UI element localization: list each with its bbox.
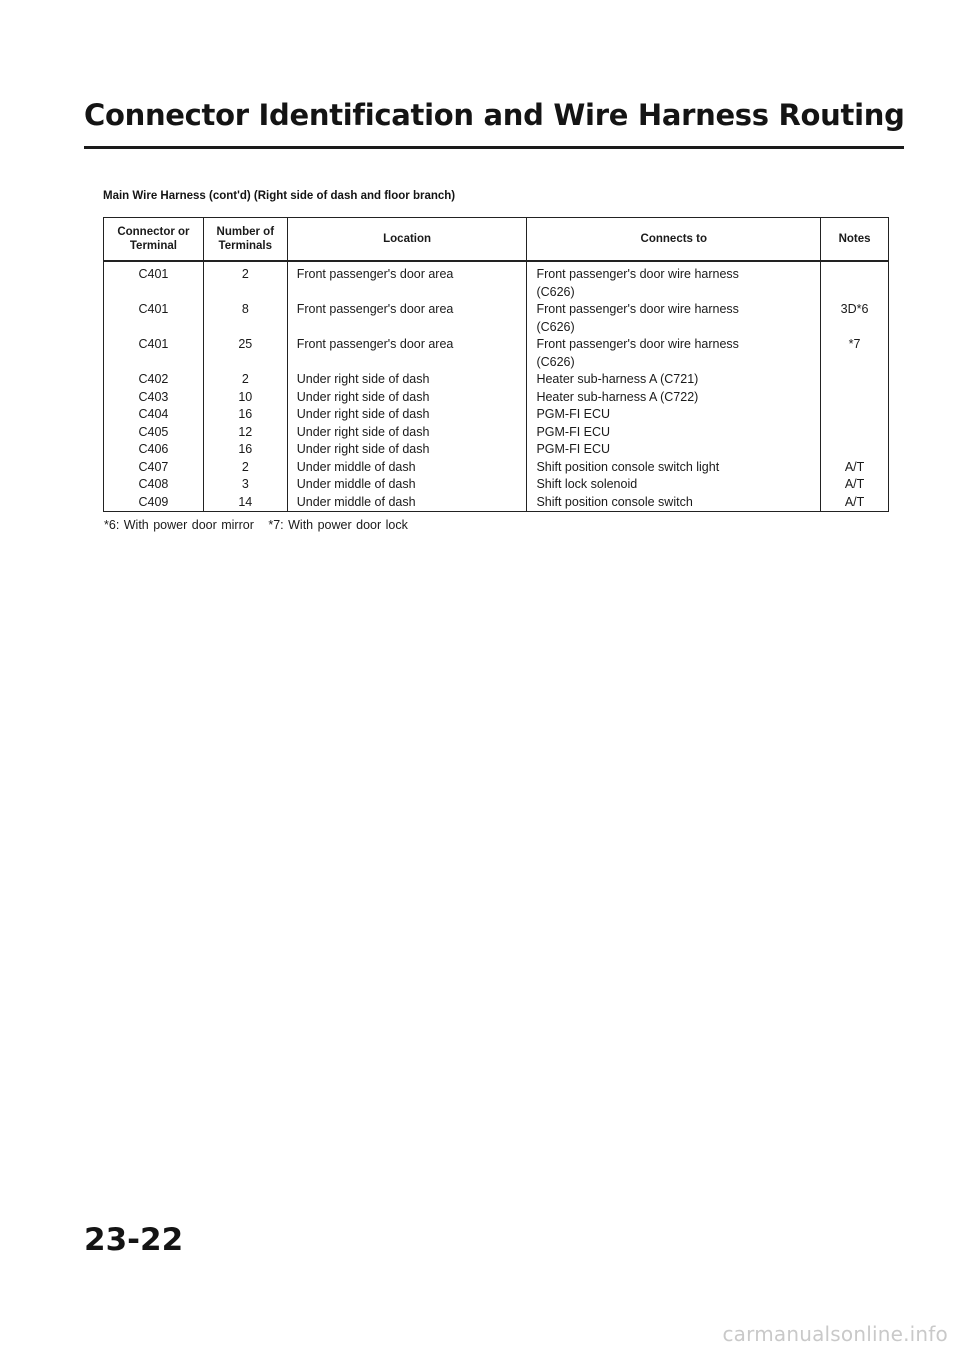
cell-location: Front passenger's door area: [287, 336, 527, 354]
cell-notes: [821, 319, 889, 337]
cell-connector: [104, 284, 204, 302]
cell-connector: C401: [104, 301, 204, 319]
cell-connects-to: Front passenger's door wire harness: [527, 261, 821, 284]
table-row: [104, 319, 889, 337]
cell-connects-to: Front passenger's door wire harness: [527, 301, 821, 319]
table-row: [104, 476, 889, 494]
cell-location: Under right side of dash: [287, 389, 527, 407]
cell-notes: A/T: [821, 459, 889, 477]
cell-terminals: 16: [203, 441, 287, 459]
cell-notes: [821, 406, 889, 424]
table-row: [104, 424, 889, 442]
title-divider: [84, 146, 904, 149]
footnote-7: *7: With power door lock: [268, 518, 408, 532]
page-number: 23-22: [84, 1222, 184, 1258]
table-row: [104, 494, 889, 512]
cell-connects-to: Front passenger's door wire harness: [527, 336, 821, 354]
cell-connects-to: Shift lock solenoid: [527, 476, 821, 494]
cell-notes: [821, 389, 889, 407]
table-row: [104, 406, 889, 424]
cell-location: Under right side of dash: [287, 441, 527, 459]
cell-location: Under middle of dash: [287, 476, 527, 494]
footnote-6: *6: With power door mirror: [104, 518, 254, 532]
cell-terminals: 2: [203, 459, 287, 477]
cell-connector: C407: [104, 459, 204, 477]
watermark: carmanualsonline.info: [722, 1322, 948, 1346]
cell-connector: C405: [104, 424, 204, 442]
table-row: [104, 284, 889, 302]
cell-location: Under middle of dash: [287, 494, 527, 512]
cell-connector: C403: [104, 389, 204, 407]
cell-terminals: 2: [203, 371, 287, 389]
cell-location: Under middle of dash: [287, 459, 527, 477]
cell-location: Under right side of dash: [287, 424, 527, 442]
cell-connector: C408: [104, 476, 204, 494]
cell-terminals: 2: [203, 261, 287, 284]
cell-notes: [821, 354, 889, 372]
cell-connector: C401: [104, 261, 204, 284]
cell-connector: C401: [104, 336, 204, 354]
cell-connector: [104, 354, 204, 372]
cell-terminals: 16: [203, 406, 287, 424]
cell-location: Under right side of dash: [287, 371, 527, 389]
cell-connects-to: (C626): [527, 284, 821, 302]
table-row: [104, 441, 889, 459]
cell-terminals: [203, 354, 287, 372]
cell-notes: A/T: [821, 476, 889, 494]
cell-location: Front passenger's door area: [287, 261, 527, 284]
cell-location: Under right side of dash: [287, 406, 527, 424]
table-row: [104, 354, 889, 372]
cell-connector: C404: [104, 406, 204, 424]
cell-notes: 3D*6: [821, 301, 889, 319]
cell-notes: [821, 284, 889, 302]
cell-terminals: 3: [203, 476, 287, 494]
cell-connects-to: Heater sub-harness A (C722): [527, 389, 821, 407]
cell-connects-to: (C626): [527, 319, 821, 337]
cell-terminals: 25: [203, 336, 287, 354]
col-header-connects-to: Connects to: [527, 218, 821, 262]
cell-notes: [821, 261, 889, 284]
cell-connects-to: PGM-FI ECU: [527, 406, 821, 424]
cell-terminals: 10: [203, 389, 287, 407]
cell-notes: [821, 371, 889, 389]
table-row: [104, 261, 889, 284]
cell-connector: C402: [104, 371, 204, 389]
table-header-row: [104, 218, 889, 262]
footnotes: [104, 518, 408, 532]
cell-notes: [821, 424, 889, 442]
cell-connector: [104, 319, 204, 337]
table-row: [104, 336, 889, 354]
table-row: [104, 301, 889, 319]
cell-connector: C406: [104, 441, 204, 459]
cell-connects-to: PGM-FI ECU: [527, 424, 821, 442]
cell-location: Front passenger's door area: [287, 301, 527, 319]
cell-terminals: [203, 319, 287, 337]
cell-connects-to: PGM-FI ECU: [527, 441, 821, 459]
cell-connects-to: Shift position console switch light: [527, 459, 821, 477]
cell-connects-to: Shift position console switch: [527, 494, 821, 512]
cell-terminals: 8: [203, 301, 287, 319]
col-header-notes: Notes: [821, 218, 889, 262]
col-header-terminals: Number of Terminals: [203, 218, 287, 262]
cell-connects-to: Heater sub-harness A (C721): [527, 371, 821, 389]
page-title: Connector Identification and Wire Harness Routing: [84, 98, 905, 132]
connector-table: [103, 217, 889, 512]
table-row: [104, 459, 889, 477]
cell-terminals: [203, 284, 287, 302]
cell-terminals: 14: [203, 494, 287, 512]
cell-location: [287, 319, 527, 337]
cell-terminals: 12: [203, 424, 287, 442]
cell-notes: *7: [821, 336, 889, 354]
cell-notes: [821, 441, 889, 459]
table-row: [104, 389, 889, 407]
cell-notes: A/T: [821, 494, 889, 512]
cell-location: [287, 354, 527, 372]
cell-location: [287, 284, 527, 302]
table-body: [104, 261, 889, 512]
section-subtitle: Main Wire Harness (cont'd) (Right side of dash and floor branch): [103, 190, 456, 202]
col-header-location: Location: [287, 218, 527, 262]
cell-connects-to: (C626): [527, 354, 821, 372]
cell-connector: C409: [104, 494, 204, 512]
table-row: [104, 371, 889, 389]
col-header-connector: Connector or Terminal: [104, 218, 204, 262]
